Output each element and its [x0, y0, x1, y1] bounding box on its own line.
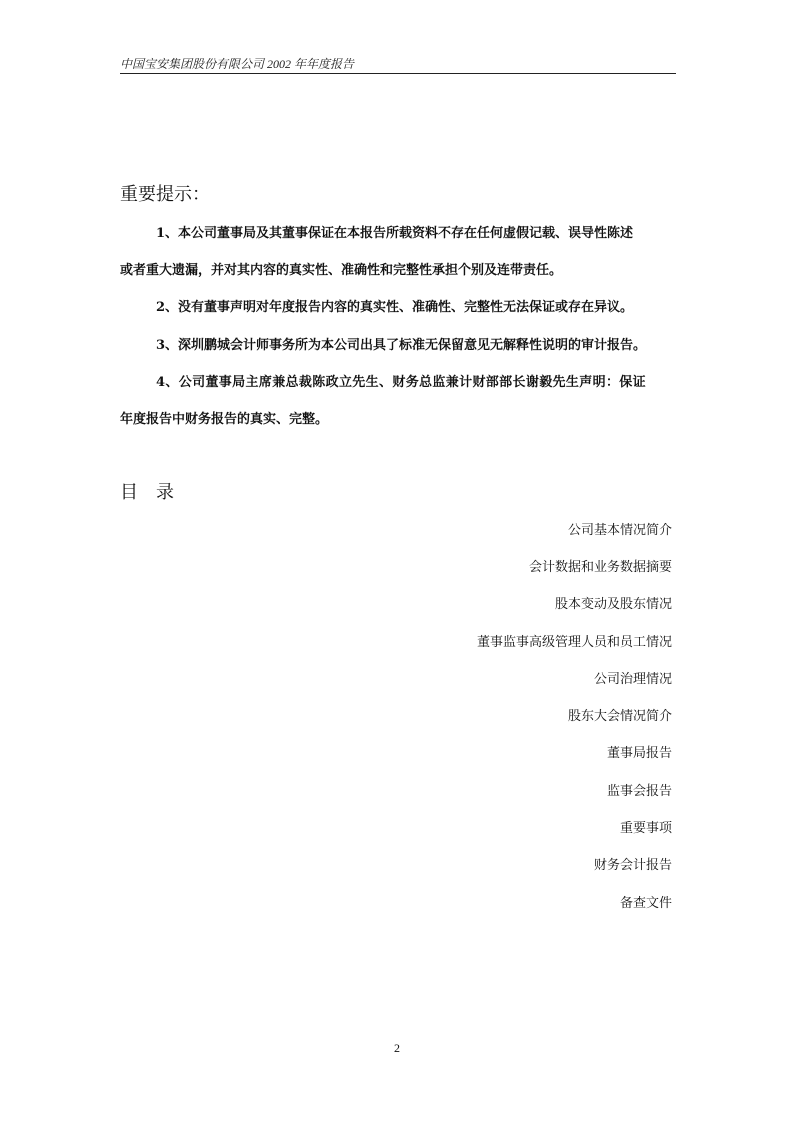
toc-item[interactable]: 董事监事高级管理人员和员工情况 [476, 635, 672, 650]
running-title: 中国宝安集团股份有限公司 2002 年年度报告 [120, 57, 355, 71]
toc-item[interactable]: 备查文件 [619, 896, 672, 911]
toc-item[interactable]: 股东大会情况简介 [567, 709, 672, 724]
toc-item[interactable]: 董事局报告 [606, 746, 672, 761]
notice-item-3: 3、深圳鹏城会计师事务所为本公司出具了标准无保留意见无解释性说明的审计报告。 [156, 338, 647, 353]
notice-item-2: 2、没有董事声明对年度报告内容的真实性、准确性、完整性无法保证或存在异议。 [156, 300, 634, 315]
notice-item-1-line-1: 1、本公司董事局及其董事保证在本报告所载资料不存在任何虚假记载、误导性陈述 [156, 226, 634, 241]
toc-item[interactable]: 财务会计报告 [593, 858, 672, 873]
toc-item[interactable]: 会计数据和业务数据摘要 [528, 560, 672, 575]
page-number: 2 [394, 1041, 400, 1055]
page-header [120, 53, 676, 74]
toc-item[interactable]: 公司治理情况 [593, 672, 672, 687]
toc-item[interactable]: 监事会报告 [606, 784, 672, 799]
toc-item[interactable]: 股本变动及股东情况 [554, 597, 672, 612]
toc-item[interactable]: 公司基本情况简介 [567, 523, 672, 538]
notice-item-4-line-1: 4、公司董事局主席兼总裁陈政立先生、财务总监兼计财部部长谢毅先生声明：保证 [156, 375, 646, 390]
notice-heading: 重要提示： [120, 184, 210, 205]
notice-item-1-line-2: 或者重大遗漏，并对其内容的真实性、准确性和完整性承担个别及连带责任。 [120, 263, 563, 278]
notice-item-4-line-2: 年度报告中财务报告的真实、完整。 [120, 412, 329, 427]
toc-item[interactable]: 重要事项 [619, 821, 672, 836]
toc-heading: 目录 [120, 482, 192, 503]
